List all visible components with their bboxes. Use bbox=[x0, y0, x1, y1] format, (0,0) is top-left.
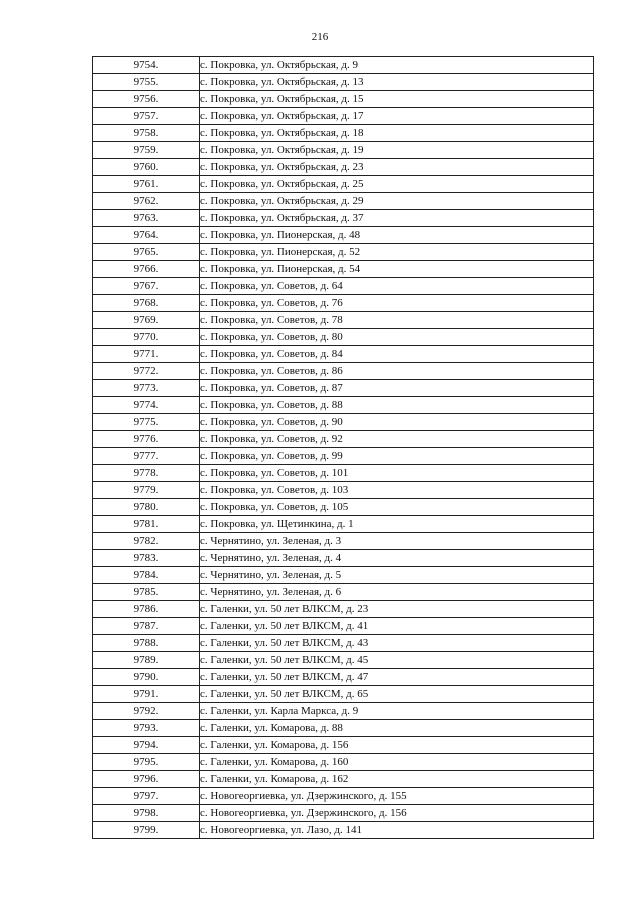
row-number: 9778. bbox=[93, 465, 200, 482]
row-address: с. Покровка, ул. Советов, д. 90 bbox=[200, 414, 594, 431]
table-row bbox=[93, 397, 594, 414]
row-address: с. Новогеоргиевка, ул. Дзержинского, д. 156 bbox=[200, 805, 594, 822]
row-number: 9798. bbox=[93, 805, 200, 822]
row-address: с. Галенки, ул. Комарова, д. 156 bbox=[200, 737, 594, 754]
table-row bbox=[93, 720, 594, 737]
table-row bbox=[93, 380, 594, 397]
row-address: с. Покровка, ул. Октябрьская, д. 18 bbox=[200, 125, 594, 142]
row-number: 9788. bbox=[93, 635, 200, 652]
table-row bbox=[93, 686, 594, 703]
table-row bbox=[93, 482, 594, 499]
table-row bbox=[93, 108, 594, 125]
table-row bbox=[93, 533, 594, 550]
row-number: 9796. bbox=[93, 771, 200, 788]
row-address: с. Покровка, ул. Октябрьская, д. 29 bbox=[200, 193, 594, 210]
row-address: с. Галенки, ул. Комарова, д. 162 bbox=[200, 771, 594, 788]
table-row bbox=[93, 125, 594, 142]
row-address: с. Покровка, ул. Октябрьская, д. 15 bbox=[200, 91, 594, 108]
row-address: с. Чернятино, ул. Зеленая, д. 6 bbox=[200, 584, 594, 601]
row-address: с. Покровка, ул. Щетинкина, д. 1 bbox=[200, 516, 594, 533]
row-number: 9771. bbox=[93, 346, 200, 363]
row-number: 9793. bbox=[93, 720, 200, 737]
table-row bbox=[93, 176, 594, 193]
table-row bbox=[93, 414, 594, 431]
row-address: с. Покровка, ул. Советов, д. 84 bbox=[200, 346, 594, 363]
row-address: с. Покровка, ул. Пионерская, д. 54 bbox=[200, 261, 594, 278]
row-number: 9799. bbox=[93, 822, 200, 839]
row-number: 9755. bbox=[93, 74, 200, 91]
table-row bbox=[93, 567, 594, 584]
row-address: с. Покровка, ул. Октябрьская, д. 37 bbox=[200, 210, 594, 227]
table-row bbox=[93, 635, 594, 652]
row-number: 9780. bbox=[93, 499, 200, 516]
row-address: с. Покровка, ул. Советов, д. 99 bbox=[200, 448, 594, 465]
row-number: 9759. bbox=[93, 142, 200, 159]
row-address: с. Галенки, ул. 50 лет ВЛКСМ, д. 45 bbox=[200, 652, 594, 669]
table-row bbox=[93, 193, 594, 210]
table-row bbox=[93, 431, 594, 448]
table-row bbox=[93, 618, 594, 635]
row-address: с. Чернятино, ул. Зеленая, д. 5 bbox=[200, 567, 594, 584]
row-number: 9785. bbox=[93, 584, 200, 601]
table-row bbox=[93, 652, 594, 669]
row-address: с. Чернятино, ул. Зеленая, д. 4 bbox=[200, 550, 594, 567]
row-number: 9779. bbox=[93, 482, 200, 499]
row-number: 9767. bbox=[93, 278, 200, 295]
row-number: 9782. bbox=[93, 533, 200, 550]
row-number: 9772. bbox=[93, 363, 200, 380]
row-number: 9766. bbox=[93, 261, 200, 278]
row-address: с. Покровка, ул. Советов, д. 101 bbox=[200, 465, 594, 482]
row-number: 9758. bbox=[93, 125, 200, 142]
row-number: 9768. bbox=[93, 295, 200, 312]
table-row bbox=[93, 737, 594, 754]
table-row bbox=[93, 465, 594, 482]
row-address: с. Покровка, ул. Октябрьская, д. 23 bbox=[200, 159, 594, 176]
row-number: 9769. bbox=[93, 312, 200, 329]
page-number: 216 bbox=[311, 31, 329, 43]
row-number: 9763. bbox=[93, 210, 200, 227]
row-address: с. Покровка, ул. Советов, д. 86 bbox=[200, 363, 594, 380]
row-number: 9791. bbox=[93, 686, 200, 703]
table-row bbox=[93, 771, 594, 788]
table-row bbox=[93, 91, 594, 108]
row-number: 9774. bbox=[93, 397, 200, 414]
table-row bbox=[93, 142, 594, 159]
table-row bbox=[93, 805, 594, 822]
table-row bbox=[93, 346, 594, 363]
row-number: 9797. bbox=[93, 788, 200, 805]
row-address: с. Покровка, ул. Советов, д. 76 bbox=[200, 295, 594, 312]
row-number: 9790. bbox=[93, 669, 200, 686]
row-address: с. Покровка, ул. Октябрьская, д. 25 bbox=[200, 176, 594, 193]
table-row bbox=[93, 227, 594, 244]
row-address: с. Покровка, ул. Советов, д. 87 bbox=[200, 380, 594, 397]
row-number: 9777. bbox=[93, 448, 200, 465]
row-address: с. Чернятино, ул. Зеленая, д. 3 bbox=[200, 533, 594, 550]
table-row bbox=[93, 822, 594, 839]
row-number: 9789. bbox=[93, 652, 200, 669]
row-number: 9762. bbox=[93, 193, 200, 210]
table-row bbox=[93, 312, 594, 329]
row-number: 9760. bbox=[93, 159, 200, 176]
row-address: с. Галенки, ул. 50 лет ВЛКСМ, д. 47 bbox=[200, 669, 594, 686]
table-row bbox=[93, 788, 594, 805]
row-number: 9757. bbox=[93, 108, 200, 125]
table-row bbox=[93, 278, 594, 295]
table-row bbox=[93, 74, 594, 91]
row-number: 9781. bbox=[93, 516, 200, 533]
row-number: 9761. bbox=[93, 176, 200, 193]
table-row bbox=[93, 516, 594, 533]
row-address: с. Покровка, ул. Пионерская, д. 48 bbox=[200, 227, 594, 244]
table-row bbox=[93, 261, 594, 278]
row-number: 9787. bbox=[93, 618, 200, 635]
row-address: с. Галенки, ул. Карла Маркса, д. 9 bbox=[200, 703, 594, 720]
row-number: 9764. bbox=[93, 227, 200, 244]
row-number: 9792. bbox=[93, 703, 200, 720]
row-number: 9795. bbox=[93, 754, 200, 771]
row-number: 9775. bbox=[93, 414, 200, 431]
row-address: с. Галенки, ул. Комарова, д. 160 bbox=[200, 754, 594, 771]
row-address: с. Галенки, ул. 50 лет ВЛКСМ, д. 41 bbox=[200, 618, 594, 635]
row-address: с. Покровка, ул. Советов, д. 92 bbox=[200, 431, 594, 448]
row-address: с. Покровка, ул. Советов, д. 105 bbox=[200, 499, 594, 516]
row-number: 9794. bbox=[93, 737, 200, 754]
row-number: 9773. bbox=[93, 380, 200, 397]
address-table-body bbox=[93, 57, 594, 839]
table-row bbox=[93, 448, 594, 465]
table-row bbox=[93, 754, 594, 771]
row-address: с. Покровка, ул. Советов, д. 64 bbox=[200, 278, 594, 295]
table-row bbox=[93, 584, 594, 601]
row-address: с. Покровка, ул. Советов, д. 80 bbox=[200, 329, 594, 346]
row-address: с. Новогеоргиевка, ул. Дзержинского, д. 155 bbox=[200, 788, 594, 805]
table-row bbox=[93, 499, 594, 516]
row-address: с. Покровка, ул. Октябрьская, д. 19 bbox=[200, 142, 594, 159]
table-row bbox=[93, 363, 594, 380]
row-address: с. Покровка, ул. Октябрьская, д. 9 bbox=[200, 57, 594, 74]
row-address: с. Покровка, ул. Пионерская, д. 52 bbox=[200, 244, 594, 261]
row-address: с. Галенки, ул. 50 лет ВЛКСМ, д. 65 bbox=[200, 686, 594, 703]
table-row bbox=[93, 244, 594, 261]
row-number: 9770. bbox=[93, 329, 200, 346]
row-address: с. Галенки, ул. 50 лет ВЛКСМ, д. 43 bbox=[200, 635, 594, 652]
row-address: с. Покровка, ул. Октябрьская, д. 13 bbox=[200, 74, 594, 91]
row-number: 9756. bbox=[93, 91, 200, 108]
table-row bbox=[93, 550, 594, 567]
table-row bbox=[93, 329, 594, 346]
table-row bbox=[93, 703, 594, 720]
row-number: 9783. bbox=[93, 550, 200, 567]
row-address: с. Покровка, ул. Советов, д. 103 bbox=[200, 482, 594, 499]
row-address: с. Покровка, ул. Советов, д. 78 bbox=[200, 312, 594, 329]
row-address: с. Галенки, ул. 50 лет ВЛКСМ, д. 23 bbox=[200, 601, 594, 618]
table-row bbox=[93, 601, 594, 618]
row-number: 9776. bbox=[93, 431, 200, 448]
row-address: с. Галенки, ул. Комарова, д. 88 bbox=[200, 720, 594, 737]
row-number: 9784. bbox=[93, 567, 200, 584]
row-address: с. Новогеоргиевка, ул. Лазо, д. 141 bbox=[200, 822, 594, 839]
address-table bbox=[92, 56, 594, 839]
row-address: с. Покровка, ул. Советов, д. 88 bbox=[200, 397, 594, 414]
table-row bbox=[93, 295, 594, 312]
table-row bbox=[93, 159, 594, 176]
row-number: 9754. bbox=[93, 57, 200, 74]
table-row bbox=[93, 210, 594, 227]
table-row bbox=[93, 669, 594, 686]
row-number: 9786. bbox=[93, 601, 200, 618]
row-number: 9765. bbox=[93, 244, 200, 261]
row-address: с. Покровка, ул. Октябрьская, д. 17 bbox=[200, 108, 594, 125]
table-row bbox=[93, 57, 594, 74]
